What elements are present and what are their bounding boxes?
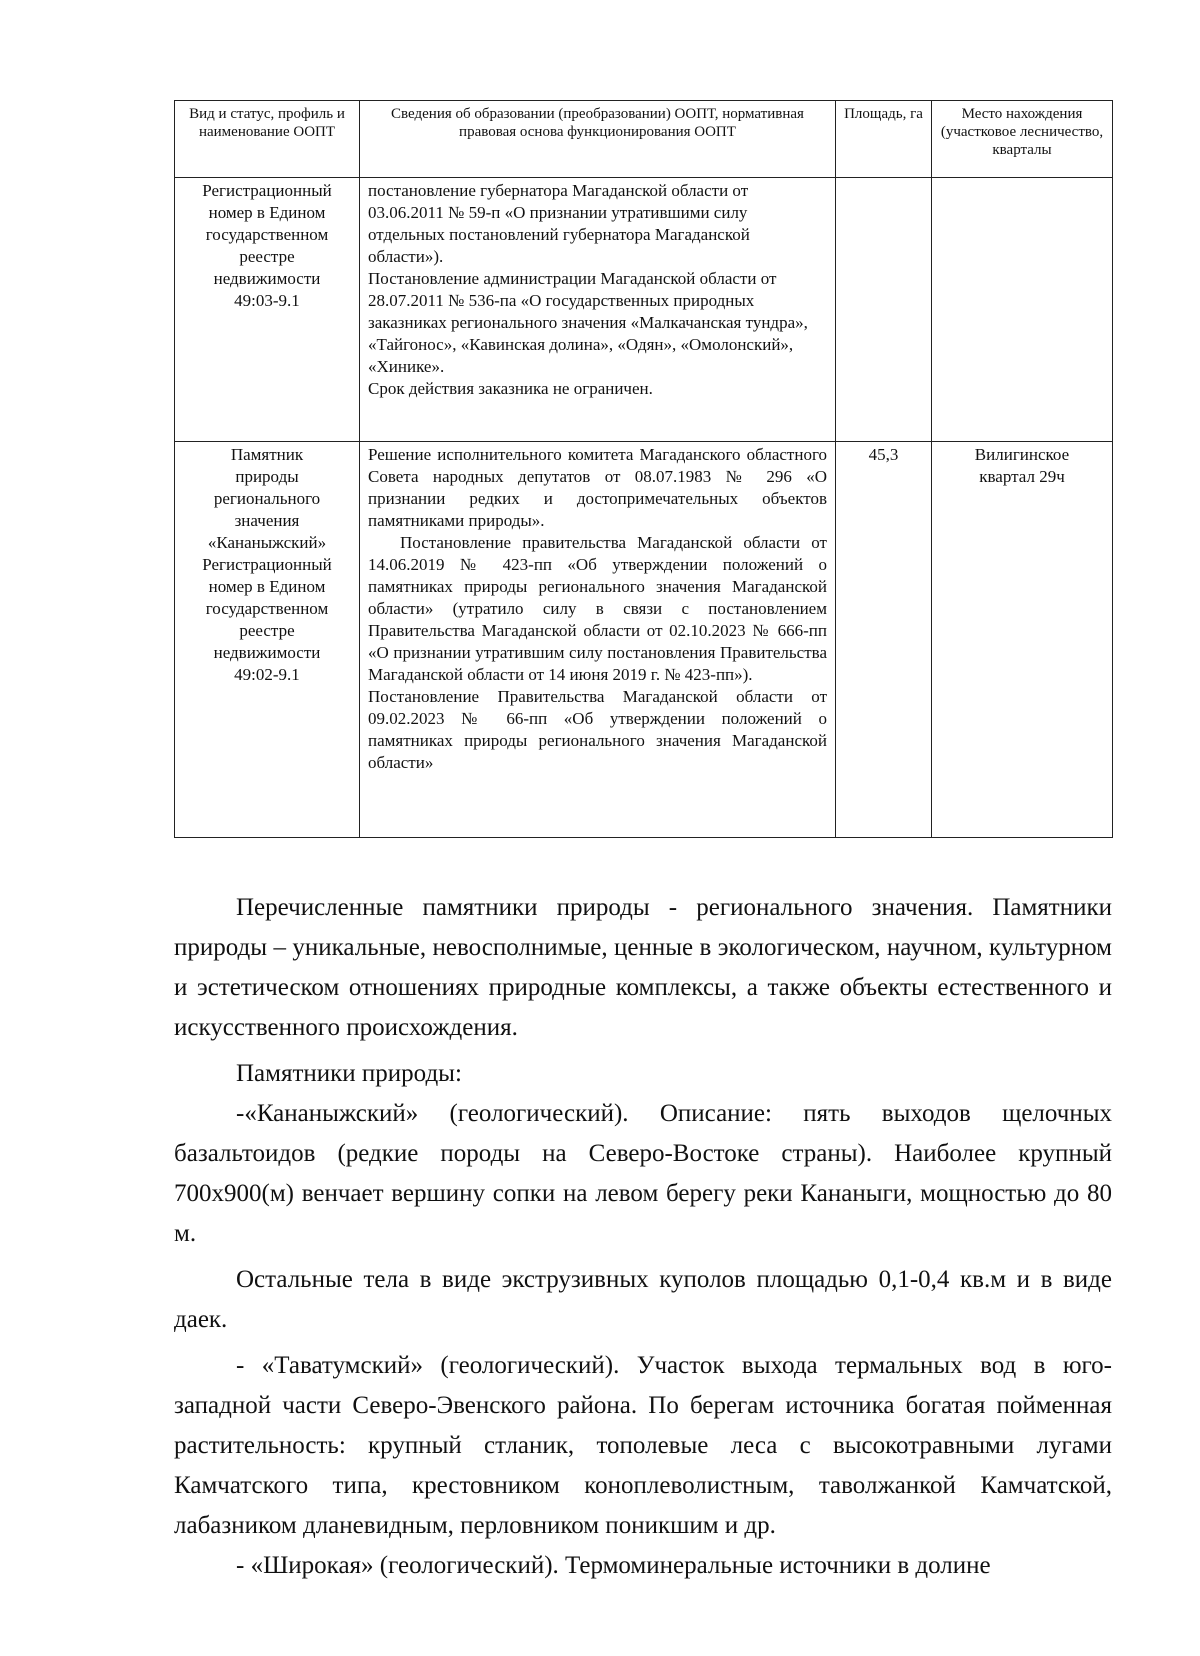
row1-info-paragraph: постановление губернатора Магаданской области от 03.06.2011 № 59-п «О признании утратившими силу отдельных постановлений губернатора Магаданской области»). [368,181,750,266]
row2-location-cell [932,442,1113,838]
table-header-row [175,101,1113,178]
row2-type-line: Памятник [230,445,304,464]
row2-type-line: значения [234,511,300,530]
row2-location-line: квартал 29ч [979,467,1065,486]
body-paragraph: -«Кананыжский» (геологический). Описание: пять выходов щелочных базальтоидов (редкие породы на Северо-Востоке страны). Наиболее крупный 700х900(м) венчает вершину сопки на левом берегу реки Кананыги, мощностью до 80 м. [174,1100,1112,1247]
row1-type-cell [175,178,360,442]
header-area: Площадь, га [836,101,932,178]
oopt-table [174,100,1113,838]
row2-type-line: номер в Едином [208,577,326,596]
row2-info-paragraph: Постановление правительства Магаданской области от 14.06.2019 № 423-пп «Об утверждении положений о памятниках природы регионального значения Магаданской области» (утратило силу в связи с постановлением Правительства Магаданской области от 02.10.2023 № 666-пп «О признании утратившим силу постановления Правительства Магаданской области от 14 июня 2019 г. № 423-пп»). [368,533,827,684]
body-text-block [174,888,1112,1586]
body-paragraph: Перечисленные памятники природы - регионального значения. Памятники природы – уникальные, невосполнимые, ценные в экологическом, научном, культурном и эстетическом отношениях природные комплексы, а также объекты естественного и искусственного происхождения. [174,894,1112,1041]
row1-info-paragraph: Постановление администрации Магаданской области от 28.07.2011 № 536-па «О государственных природных заказниках регионального значения «Малкачанская тундра», «Тайгонос», «Кавинская долина», «Одян», «Омолонский», «Хинике». [368,269,808,376]
row1-type-line: 49:03-9.1 [234,291,300,310]
row2-area-cell: 45,3 [836,442,932,838]
row2-info-paragraph: Решение исполнительного комитета Магаданского областного Совета народных депутатов от 08.07.1983 № 296 «О признании редких и достопримечательных объектов памятниками природы». [368,445,827,530]
row2-type-line: регионального [213,489,321,508]
row2-info-cell [360,442,836,838]
row2-type-line: природы [235,467,299,486]
row1-type-line: реестре [239,247,295,266]
body-paragraph: Памятники природы: [236,1060,462,1087]
header-type-status: Вид и статус, профиль и наименование ООПТ [175,101,360,178]
row1-area-cell [836,178,932,442]
row2-type-line: государственном [205,599,329,618]
row2-location-line: Вилигинское [974,445,1070,464]
row1-type-line: Регистрационный [202,181,332,200]
row2-type-line: Регистрационный [202,555,332,574]
row2-type-line: 49:02-9.1 [234,665,300,684]
table-row [175,178,1113,442]
body-paragraph: - «Широкая» (геологический). Термоминеральные источники в долине [236,1552,991,1579]
row2-type-line: реестре [239,621,295,640]
row1-info-cell [360,178,836,442]
row1-type-line: государственном [205,225,329,244]
row1-info-paragraph: Срок действия заказника не ограничен. [368,379,653,398]
row2-type-line: недвижимости [213,643,321,662]
row1-type-line: номер в Едином [208,203,326,222]
row2-info-paragraph: Постановление Правительства Магаданской области от 09.02.2023 № 66-пп «Об утверждении положений о памятниках природы регионального значения Магаданской области» [368,687,827,772]
header-location: Место нахождения (участковое лесничество, кварталы [932,101,1113,178]
table-row [175,442,1113,838]
row1-type-line: недвижимости [213,269,321,288]
row2-type-cell [175,442,360,838]
row1-location-cell [932,178,1113,442]
body-paragraph: - «Таватумский» (геологический). Участок выхода термальных вод в юго-западной части Северо-Эвенского района. По берегам источника богатая пойменная растительность: крупный стланик, тополевые леса с высокотравными лугами Камчатского типа, крестовником коноплеволистным, таволжанкой Камчатской, лабазником дланевидным, перловником поникшим и др. [174,1352,1112,1539]
header-formation-info: Сведения об образовании (преобразовании) ООПТ, нормативная правовая основа функционирования ООПТ [360,101,836,178]
body-paragraph: Остальные тела в виде экструзивных куполов площадью 0,1-0,4 кв.м и в виде даек. [174,1266,1112,1333]
row2-type-line: «Кананыжский» [207,533,327,552]
